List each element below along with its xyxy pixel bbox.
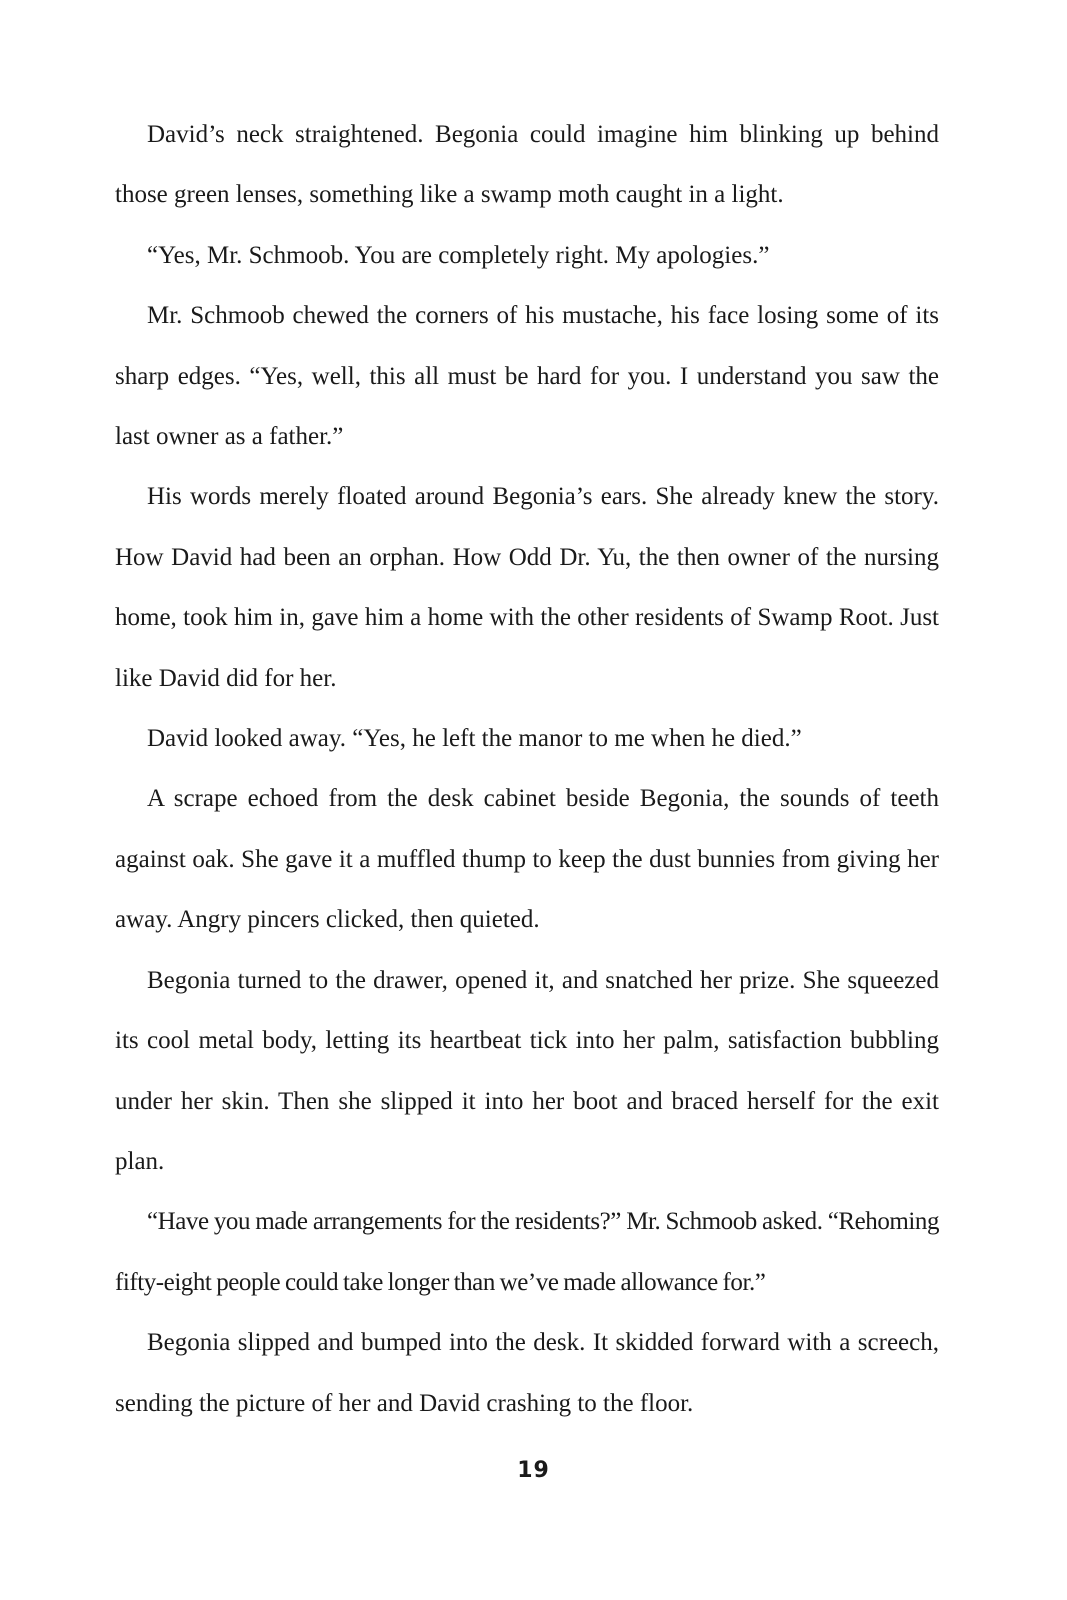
paragraph: Mr. Schmoob chewed the corners of his mustache, his face losing some of its sharp edges. “Yes, well, this all must be hard for you. I understand you saw the last owner as a father.” [115, 302, 939, 451]
paragraph: David’s neck straightened. Begonia could imagine him blinking up behind those green lenses, something like a swamp moth caught in a light. [115, 121, 939, 209]
paragraph: A scrape echoed from the desk cabinet beside Begonia, the sounds of teeth against oak. She gave it a muffled thump to keep the dust bunnies from giving her away. Angry pincers clicked, then quieted. [115, 785, 939, 934]
paragraph: His words merely floated around Begonia’s ears. She already knew the story. How David had been an orphan. How Odd Dr. Yu, the then owner of the nursing home, took him in, gave him a home with the other residents of Swamp Root. Just like David did for her. [115, 483, 939, 692]
paragraph: Begonia turned to the drawer, opened it, and snatched her prize. She squeezed its cool metal body, letting its heartbeat tick into her palm, satisfaction bubbling under her skin. Then she slipped it into her boot and braced herself for the exit plan. [115, 966, 939, 1175]
paragraph: David looked away. “Yes, he left the manor to me when he died.” [147, 725, 802, 753]
body-text [115, 105, 939, 1434]
page-number: 19 [517, 1458, 550, 1483]
paragraph: “Have you made arrangements for the residents?” Mr. Schmoob asked. “Rehoming fifty-eight people could take longer than we’ve made allowance for.” [115, 1208, 939, 1296]
paragraph: “Yes, Mr. Schmoob. You are completely right. My apologies.” [147, 241, 770, 269]
paragraph: Begonia slipped and bumped into the desk. It skidded forward with a screech, sending the picture of her and David crashing to the floor. [115, 1329, 939, 1417]
